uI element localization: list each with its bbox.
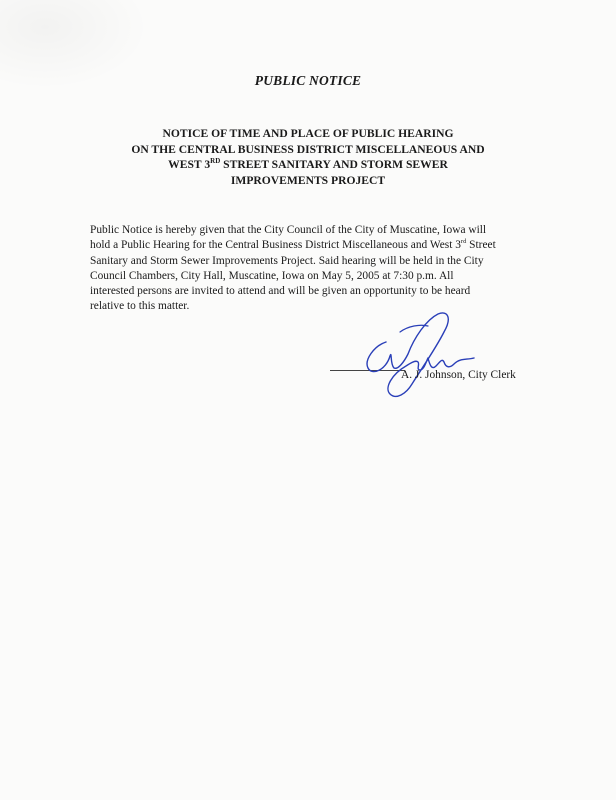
notice-body	[90, 223, 545, 315]
body-line-4: Council Chambers, City Hall, Muscatine, Iowa on May 5, 2005 at 7:30 p.m. All	[90, 269, 454, 282]
heading-line-3-start: WEST 3	[168, 158, 211, 172]
body-line-1: Public Notice is hereby given that the City Council of the City of Muscatine, Iowa will	[90, 224, 487, 236]
body-line-2	[90, 238, 545, 253]
body-line-2-start: hold a Public Hearing for the Central Business District Miscellaneous and West 3	[90, 239, 461, 252]
signer-name: A. J. Johnson, City Clerk	[401, 369, 516, 381]
heading-ordinal-suffix: RD	[210, 157, 221, 166]
heading-line-3	[0, 157, 616, 173]
body-line-6: relative to this matter.	[90, 300, 190, 313]
heading-line-1: NOTICE OF TIME AND PLACE OF PUBLIC HEARING	[162, 127, 454, 140]
body-line-2-end: Street	[466, 239, 496, 252]
body-line-3: Sanitary and Storm Sewer Improvements Project. Said hearing will be held in the City	[90, 254, 484, 267]
body-ordinal-suffix: rd	[460, 238, 467, 246]
heading-line-3-end: STREET SANITARY AND STORM SEWER	[220, 158, 448, 172]
body-line-5: interested persons are invited to attend and will be given an opportunity to be heard	[90, 285, 471, 298]
notice-heading	[0, 126, 616, 188]
heading-line-2: ON THE CENTRAL BUSINESS DISTRICT MISCELLANEOUS AND	[131, 142, 485, 156]
heading-line-4: IMPROVEMENTS PROJECT	[230, 173, 386, 187]
page-title: PUBLIC NOTICE	[254, 73, 362, 88]
handwritten-signature	[356, 308, 476, 404]
